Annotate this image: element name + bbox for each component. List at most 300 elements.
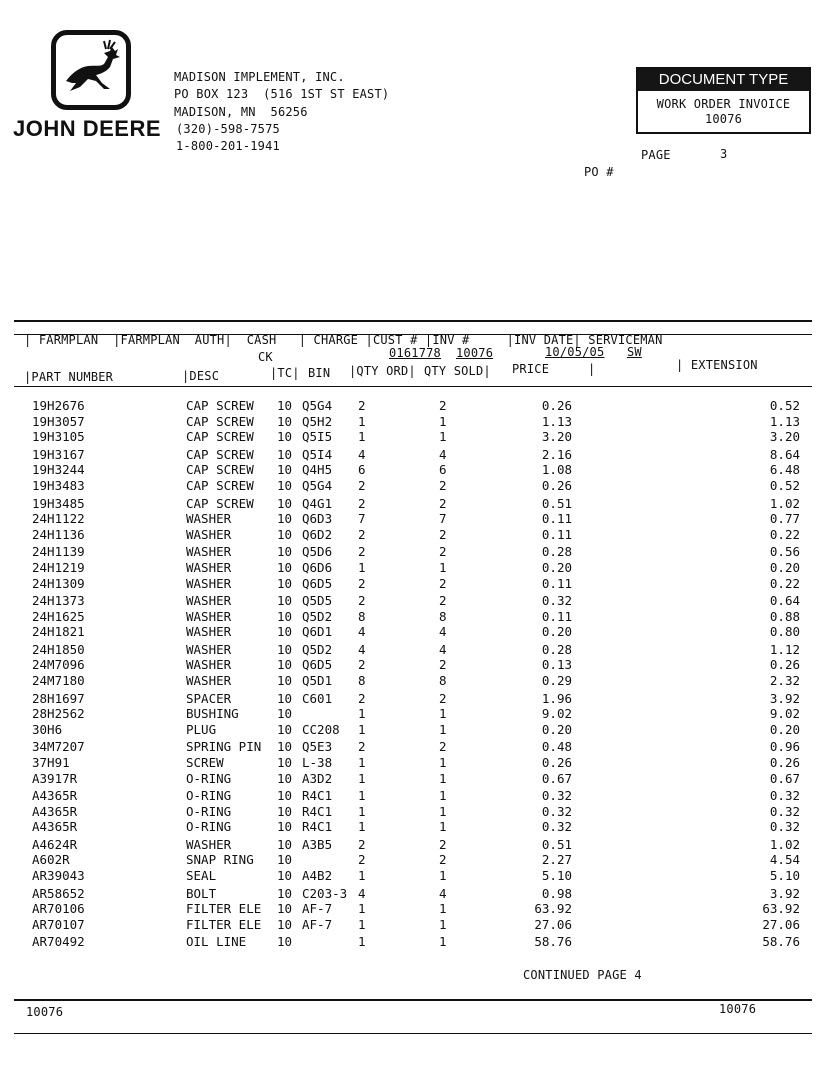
- dealer-toll-free: 1-800-201-1941: [176, 139, 280, 153]
- cell-tc: 10: [277, 819, 293, 835]
- table-row: [0, 496, 828, 512]
- cell-tc: 10: [277, 511, 293, 527]
- cell-tc: 10: [277, 770, 293, 786]
- cell-description: CAP SCREW: [186, 429, 254, 445]
- cell-bin: CC208: [302, 721, 340, 737]
- table-row: [0, 917, 828, 933]
- footer-right-number: 10076: [719, 1002, 757, 1016]
- cell-part-number: 19H3485: [32, 495, 85, 511]
- table-row: [0, 576, 828, 592]
- table-row: [0, 593, 828, 609]
- cell-part-number: 24H1136: [32, 526, 85, 542]
- cell-bin: Q4G1: [302, 495, 333, 511]
- cell-tc: 10: [277, 413, 293, 429]
- cell-extension: 0.88: [769, 608, 800, 624]
- cell-extension: 0.56: [769, 544, 800, 560]
- cell-extension: 0.20: [769, 559, 800, 575]
- brand-name: JOHN DEERE: [13, 116, 162, 141]
- cell-qty-sold: 1: [439, 429, 447, 445]
- cell-qty-sold: 6: [439, 462, 447, 478]
- table-row: [0, 722, 828, 738]
- inv-date: 10/05/05: [545, 345, 605, 359]
- table-row: [0, 837, 828, 853]
- cell-qty-ordered: 2: [358, 836, 366, 852]
- cell-tc: 10: [277, 526, 293, 542]
- table-row: [0, 691, 828, 707]
- cell-tc: 10: [277, 739, 293, 755]
- cell-bin: A3B5: [302, 836, 333, 852]
- deere-logo: [51, 30, 131, 110]
- cell-extension: 0.96: [769, 739, 800, 755]
- cell-description: O-RING: [186, 819, 232, 835]
- cell-description: OIL LINE: [186, 934, 247, 950]
- cell-description: FILTER ELE: [186, 916, 262, 932]
- cell-price: 0.51: [541, 495, 572, 511]
- cell-description: WASHER: [186, 526, 232, 542]
- cell-qty-sold: 1: [439, 413, 447, 429]
- cell-part-number: 24H1373: [32, 593, 85, 608]
- cell-tc: 10: [277, 836, 293, 852]
- cell-bin: C601: [302, 690, 333, 706]
- cell-description: SCREW: [186, 754, 224, 770]
- cell-bin: Q5I4: [302, 446, 333, 462]
- cell-qty-sold: 4: [439, 641, 447, 657]
- table-row: [0, 560, 828, 576]
- col-price: PRICE: [512, 362, 550, 376]
- cell-price: 58.76: [534, 934, 572, 950]
- cell-part-number: 28H2562: [32, 706, 85, 722]
- footer-bottom-rule: [14, 1033, 812, 1034]
- cell-qty-sold: 1: [439, 868, 447, 884]
- cell-qty-ordered: 2: [358, 526, 366, 542]
- cell-price: 0.32: [541, 803, 572, 819]
- cell-qty-ordered: 1: [358, 819, 366, 835]
- cell-description: WASHER: [186, 641, 232, 657]
- cell-qty-ordered: 1: [358, 916, 366, 932]
- cell-part-number: A4365R: [32, 803, 78, 819]
- cell-bin: Q5E3: [302, 739, 333, 755]
- cell-extension: 5.10: [769, 868, 800, 884]
- cell-extension: 0.22: [769, 575, 800, 591]
- info-header: | FARMPLAN |FARMPLAN AUTH| CASH | CHARGE |CUST # |INV # |INV DATE| SERVICEMAN: [24, 333, 663, 347]
- cell-tc: 10: [277, 754, 293, 770]
- cell-tc: 10: [277, 852, 293, 868]
- col-bin: BIN: [308, 366, 331, 380]
- cell-tc: 10: [277, 721, 293, 737]
- cell-tc: 10: [277, 673, 293, 689]
- cell-extension: 0.52: [769, 478, 800, 494]
- cell-qty-sold: 1: [439, 901, 447, 917]
- cell-qty-sold: 1: [439, 721, 447, 737]
- cell-price: 0.28: [541, 544, 572, 560]
- table-row: [0, 527, 828, 543]
- cell-extension: 1.02: [769, 495, 800, 511]
- cell-price: 0.11: [541, 526, 572, 542]
- table-row: [0, 673, 828, 689]
- cell-qty-ordered: 7: [358, 511, 366, 527]
- cell-bin: Q5D2: [302, 641, 333, 657]
- cell-qty-ordered: 4: [358, 885, 366, 901]
- cell-price: 1.13: [541, 413, 572, 429]
- cell-extension: 0.32: [769, 788, 800, 803]
- cell-price: 63.92: [534, 901, 572, 917]
- cell-description: SNAP RING: [186, 852, 254, 868]
- cell-qty-ordered: 1: [358, 803, 366, 819]
- cell-part-number: 34M7207: [32, 739, 85, 755]
- cell-qty-sold: 1: [439, 559, 447, 575]
- table-row: [0, 868, 828, 884]
- cell-price: 0.26: [541, 398, 572, 413]
- cell-description: WASHER: [186, 544, 232, 560]
- cell-bin: Q5I5: [302, 429, 333, 445]
- cell-bin: Q5D5: [302, 593, 333, 608]
- cell-tc: 10: [277, 706, 293, 722]
- cell-qty-ordered: 8: [358, 673, 366, 689]
- cell-part-number: 24M7180: [32, 673, 85, 689]
- col-tc: |TC|: [270, 366, 300, 380]
- cell-part-number: A4624R: [32, 836, 78, 852]
- table-row: [0, 706, 828, 722]
- footer-top-rule: [14, 999, 812, 1001]
- table-row: [0, 771, 828, 787]
- cell-part-number: 24H1821: [32, 624, 85, 640]
- cell-bin: A3D2: [302, 770, 333, 786]
- cell-extension: 1.12: [769, 641, 800, 657]
- cell-part-number: AR70492: [32, 934, 85, 950]
- cell-part-number: AR70106: [32, 901, 85, 917]
- cell-description: BOLT: [186, 885, 217, 901]
- cell-part-number: 19H3105: [32, 429, 85, 445]
- cell-extension: 0.20: [769, 721, 800, 737]
- cell-qty-ordered: 1: [358, 559, 366, 575]
- cell-tc: 10: [277, 788, 293, 803]
- cell-part-number: 24M7096: [32, 657, 85, 673]
- cell-tc: 10: [277, 575, 293, 591]
- columns-rule: [14, 386, 812, 387]
- cell-part-number: AR39043: [32, 868, 85, 884]
- cell-qty-ordered: 2: [358, 544, 366, 560]
- cell-qty-ordered: 1: [358, 901, 366, 917]
- cell-extension: 1.02: [769, 836, 800, 852]
- cell-price: 0.11: [541, 511, 572, 527]
- cash-value: CK: [258, 350, 273, 364]
- cell-part-number: 19H3244: [32, 462, 85, 478]
- cell-qty-sold: 4: [439, 446, 447, 462]
- cell-bin: Q5D6: [302, 544, 333, 560]
- cell-extension: 6.48: [769, 462, 800, 478]
- cell-bin: Q5D2: [302, 608, 333, 624]
- table-row: [0, 429, 828, 445]
- cell-bin: A4B2: [302, 868, 333, 884]
- cell-description: WASHER: [186, 836, 232, 852]
- cell-price: 1.08: [541, 462, 572, 478]
- cell-extension: 1.13: [769, 413, 800, 429]
- po-label: PO #: [584, 165, 614, 179]
- cell-qty-sold: 2: [439, 657, 447, 673]
- cell-qty-ordered: 2: [358, 575, 366, 591]
- cell-part-number: A3917R: [32, 770, 78, 786]
- cell-qty-ordered: 8: [358, 608, 366, 624]
- cell-extension: 2.32: [769, 673, 800, 689]
- col-separator: |: [588, 362, 596, 376]
- cell-qty-ordered: 2: [358, 478, 366, 494]
- dealer-city: MADISON, MN 56256: [174, 105, 308, 119]
- cell-qty-sold: 1: [439, 706, 447, 722]
- cell-part-number: 19H3483: [32, 478, 85, 494]
- cell-price: 3.20: [541, 429, 572, 445]
- cell-qty-sold: 4: [439, 624, 447, 640]
- cell-tc: 10: [277, 868, 293, 884]
- col-extension: | EXTENSION: [676, 358, 758, 372]
- cell-qty-sold: 2: [439, 575, 447, 591]
- cell-description: WASHER: [186, 593, 232, 608]
- cell-bin: Q6D2: [302, 526, 333, 542]
- table-row: [0, 624, 828, 640]
- table-row: [0, 447, 828, 463]
- cell-qty-sold: 1: [439, 934, 447, 950]
- cell-description: O-RING: [186, 770, 232, 786]
- cell-extension: 0.26: [769, 657, 800, 673]
- cell-price: 1.96: [541, 690, 572, 706]
- cell-extension: 8.64: [769, 446, 800, 462]
- table-row: [0, 852, 828, 868]
- col-part-number: |PART NUMBER: [24, 370, 114, 384]
- cell-description: CAP SCREW: [186, 446, 254, 462]
- cell-description: WASHER: [186, 559, 232, 575]
- table-row: [0, 462, 828, 478]
- inv-number: 10076: [456, 346, 494, 360]
- cell-qty-sold: 1: [439, 754, 447, 770]
- cell-description: O-RING: [186, 803, 232, 819]
- cell-part-number: 37H91: [32, 754, 70, 770]
- page-label: PAGE: [641, 148, 671, 162]
- cell-tc: 10: [277, 462, 293, 478]
- cell-part-number: 24H1122: [32, 511, 85, 527]
- dealer-name: MADISON IMPLEMENT, INC.: [174, 70, 345, 84]
- document-type-box: [636, 67, 811, 134]
- cell-price: 0.26: [541, 754, 572, 770]
- cell-qty-sold: 2: [439, 478, 447, 494]
- cell-extension: 0.67: [769, 770, 800, 786]
- cell-qty-ordered: 2: [358, 495, 366, 511]
- cell-bin: R4C1: [302, 819, 333, 835]
- cell-extension: 0.52: [769, 398, 800, 413]
- cell-part-number: 28H1697: [32, 690, 85, 706]
- cell-tc: 10: [277, 398, 293, 413]
- page-number: 3: [720, 147, 728, 161]
- col-desc: |DESC: [182, 369, 220, 383]
- cell-price: 2.16: [541, 446, 572, 462]
- cell-price: 0.11: [541, 608, 572, 624]
- cell-bin: Q6D1: [302, 624, 333, 640]
- cell-part-number: 19H3167: [32, 446, 85, 462]
- cell-tc: 10: [277, 446, 293, 462]
- cell-part-number: 19H3057: [32, 413, 85, 429]
- cell-description: CAP SCREW: [186, 462, 254, 478]
- cell-description: CAP SCREW: [186, 398, 254, 413]
- cell-qty-sold: 7: [439, 511, 447, 527]
- table-row: [0, 819, 828, 835]
- cell-part-number: A602R: [32, 852, 70, 868]
- table-row: [0, 642, 828, 658]
- cell-qty-sold: 2: [439, 739, 447, 755]
- cell-qty-ordered: 1: [358, 413, 366, 429]
- cell-qty-ordered: 2: [358, 852, 366, 868]
- table-row: [0, 414, 828, 430]
- cell-qty-ordered: 1: [358, 754, 366, 770]
- cell-tc: 10: [277, 559, 293, 575]
- cell-part-number: 24H1625: [32, 608, 85, 624]
- cell-extension: 4.54: [769, 852, 800, 868]
- cell-tc: 10: [277, 657, 293, 673]
- cell-qty-sold: 2: [439, 836, 447, 852]
- document-type-title: DOCUMENT TYPE: [638, 69, 809, 91]
- cell-qty-sold: 2: [439, 852, 447, 868]
- cell-part-number: 30H6: [32, 721, 63, 737]
- table-row: [0, 788, 828, 804]
- cell-price: 0.67: [541, 770, 572, 786]
- cell-price: 0.32: [541, 819, 572, 835]
- cell-extension: 0.32: [769, 819, 800, 835]
- cell-qty-sold: 2: [439, 495, 447, 511]
- table-row: [0, 398, 828, 414]
- cell-bin: R4C1: [302, 803, 333, 819]
- cust-number: 0161778: [389, 346, 441, 360]
- cell-extension: 58.76: [762, 934, 800, 950]
- cell-bin: L-38: [302, 754, 333, 770]
- cell-description: BUSHING: [186, 706, 239, 722]
- cell-bin: R4C1: [302, 788, 333, 803]
- cell-extension: 9.02: [769, 706, 800, 722]
- cell-extension: 3.92: [769, 885, 800, 901]
- table-row: [0, 934, 828, 950]
- cell-qty-sold: 1: [439, 788, 447, 803]
- cell-description: WASHER: [186, 673, 232, 689]
- cell-part-number: 24H1139: [32, 544, 85, 560]
- cell-qty-ordered: 2: [358, 593, 366, 608]
- cell-part-number: 24H1309: [32, 575, 85, 591]
- cell-price: 0.32: [541, 593, 572, 608]
- cell-price: 2.27: [541, 852, 572, 868]
- cell-tc: 10: [277, 803, 293, 819]
- table-row: [0, 739, 828, 755]
- cell-tc: 10: [277, 901, 293, 917]
- cell-qty-sold: 2: [439, 526, 447, 542]
- table-row: [0, 755, 828, 771]
- cell-description: WASHER: [186, 624, 232, 640]
- cell-price: 0.28: [541, 641, 572, 657]
- cell-extension: 27.06: [762, 916, 800, 932]
- cell-qty-sold: 2: [439, 593, 447, 608]
- cell-tc: 10: [277, 690, 293, 706]
- cell-extension: 0.77: [769, 511, 800, 527]
- continued-note: CONTINUED PAGE 4: [523, 968, 642, 982]
- cell-tc: 10: [277, 641, 293, 657]
- cell-description: FILTER ELE: [186, 901, 262, 917]
- cell-bin: Q6D5: [302, 657, 333, 673]
- cell-description: PLUG: [186, 721, 217, 737]
- cell-qty-ordered: 1: [358, 788, 366, 803]
- cell-description: CAP SCREW: [186, 413, 254, 429]
- cell-bin: Q5G4: [302, 478, 333, 494]
- cell-description: WASHER: [186, 657, 232, 673]
- cell-tc: 10: [277, 429, 293, 445]
- cell-price: 0.20: [541, 624, 572, 640]
- cell-price: 0.51: [541, 836, 572, 852]
- cell-qty-sold: 8: [439, 673, 447, 689]
- cell-qty-sold: 1: [439, 803, 447, 819]
- cell-part-number: AR70107: [32, 916, 85, 932]
- cell-qty-ordered: 4: [358, 641, 366, 657]
- cell-qty-ordered: 2: [358, 739, 366, 755]
- cell-extension: 0.64: [769, 593, 800, 608]
- dealer-po-box: PO BOX 123 (516 1ST ST EAST): [174, 87, 390, 101]
- cell-qty-ordered: 1: [358, 706, 366, 722]
- cell-qty-ordered: 1: [358, 868, 366, 884]
- cell-price: 0.20: [541, 721, 572, 737]
- cell-part-number: A4365R: [32, 819, 78, 835]
- table-row: [0, 804, 828, 820]
- cell-qty-ordered: 6: [358, 462, 366, 478]
- cell-qty-sold: 8: [439, 608, 447, 624]
- footer-left-number: 10076: [26, 1005, 64, 1019]
- cell-tc: 10: [277, 916, 293, 932]
- cell-part-number: AR58652: [32, 885, 85, 901]
- cell-qty-sold: 1: [439, 916, 447, 932]
- table-row: [0, 478, 828, 494]
- cell-qty-ordered: 2: [358, 657, 366, 673]
- table-row: [0, 886, 828, 902]
- cell-price: 0.48: [541, 739, 572, 755]
- table-row: [0, 901, 828, 917]
- cell-price: 27.06: [534, 916, 572, 932]
- cell-tc: 10: [277, 885, 293, 901]
- top-rule: [14, 320, 812, 322]
- cell-extension: 0.26: [769, 754, 800, 770]
- cell-price: 0.32: [541, 788, 572, 803]
- cell-part-number: 24H1219: [32, 559, 85, 575]
- cell-description: CAP SCREW: [186, 495, 254, 511]
- document-type-value: WORK ORDER INVOICE: [656, 97, 791, 111]
- cell-tc: 10: [277, 934, 293, 950]
- cell-tc: 10: [277, 495, 293, 511]
- cell-bin: Q6D3: [302, 511, 333, 527]
- cell-bin: Q5H2: [302, 413, 333, 429]
- cell-qty-ordered: 1: [358, 770, 366, 786]
- cell-qty-sold: 1: [439, 770, 447, 786]
- cell-price: 5.10: [541, 868, 572, 884]
- table-row: [0, 544, 828, 560]
- cell-bin: Q5G4: [302, 398, 333, 413]
- cell-bin: Q5D1: [302, 673, 333, 689]
- serviceman: SW: [627, 345, 642, 359]
- cell-tc: 10: [277, 593, 293, 608]
- cell-qty-sold: 1: [439, 819, 447, 835]
- cell-price: 0.26: [541, 478, 572, 494]
- cell-tc: 10: [277, 608, 293, 624]
- cell-description: SEAL: [186, 868, 217, 884]
- cell-qty-ordered: 1: [358, 934, 366, 950]
- table-row: [0, 657, 828, 673]
- cell-price: 0.98: [541, 885, 572, 901]
- cell-description: CAP SCREW: [186, 478, 254, 494]
- cell-part-number: A4365R: [32, 788, 78, 803]
- cell-price: 0.29: [541, 673, 572, 689]
- cell-tc: 10: [277, 478, 293, 494]
- document-number: 10076: [704, 112, 743, 126]
- cell-description: SPRING PIN: [186, 739, 262, 755]
- cell-price: 9.02: [541, 706, 572, 722]
